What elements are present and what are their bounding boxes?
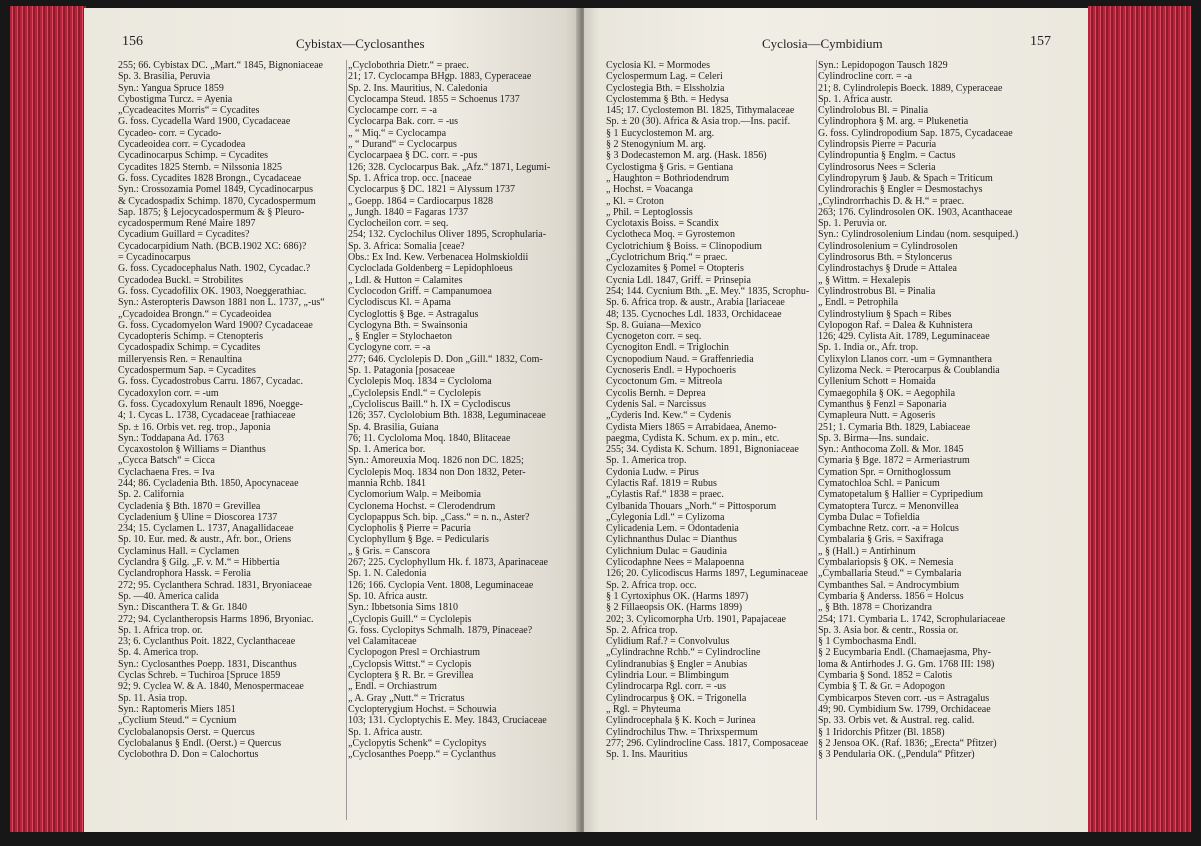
entry-line: Sp. 6. Africa trop. & austr., Arabia [lariaceae [606,297,785,309]
entry-line: Sp. 1. America trop. [606,455,687,467]
right-column-2 [818,60,1068,760]
entry-line: 126; 357. Cyclolobium Bth. 1838, Leguminaceae [348,410,546,422]
entry-line: milleryensis Ren. = Renaultina [118,353,242,365]
entry-line: 103; 131. Cycloptychis E. Mey. 1843, Cruciaceae [348,715,547,727]
entry-line: loma & Antirhodes J. G. Gm. 1768 III: 198) [818,658,995,670]
entry-line: Sp. 1. Africa trop. occ. [naceae [348,172,472,184]
entry-line: Cycadopteris Schimp. = Ctenopteris [118,331,264,343]
entry-line: Cyclocarpus § DC. 1821 = Alyssum 1737 [348,184,516,196]
entry-line: Cymation Spr. = Ornithoglossum [818,466,951,478]
entry-line: Sp. 3. Asia bor. & centr., Rossia or. [818,624,959,636]
entry-line: Cycadocarpidium Nath. (BCB.1902 XC: 686)? [118,240,307,252]
entry-line: „Cyclolepsis Endl.“ = Cyclolepis [348,387,481,399]
entry-line: Cyclogyna Bth. = Swainsonia [348,319,468,331]
entry-line: Cycnogiton Endl. = Triglochin [606,342,729,354]
entry-line: „ Phil. = Leptoglossis [606,206,693,218]
entry-line: Cyclobalanus § Endl. (Oerst.) = Quercus [118,737,282,749]
entry-line: „Cycca Batsch“ = Cicca [118,455,215,467]
entry-line: mannia Rchb. 1841 [348,477,427,489]
entry-line: Sp. 4. Brasilia, Guiana [348,421,439,433]
entry-line: G. foss. Cycadocephalus Nath. 1902, Cycadac.? [118,263,311,275]
right-column-1 [606,60,830,760]
entry-line: Cycadeo- corr. = Cycado- [118,127,222,139]
entry-line: Cylindrocarpa Rgl. corr. = -us [606,681,727,693]
entry-line: Syn.: Cylindrosolenium Lindau (nom. sesquiped.) [818,229,1019,241]
entry-line: Cylindrosorus Bth. = Styloncerus [818,252,952,264]
entry-line: Cydonia Ludw. = Pirus [606,466,699,478]
entry-line: Cycaxostolon § Williams = Dianthus [118,444,266,456]
entry-line: Cycnogeton corr. = seq. [606,331,702,343]
entry-line: 254; 171. Cymbaria L. 1742, Scrophulariaceae [818,613,1006,625]
entry-line: G. foss. Cycadofilix OK. 1903, Noeggerathiac. [118,285,307,297]
entry-line: Sp. 2. Africa trop. [606,624,678,636]
entry-line: § 2 Fillaeopsis OK. (Harms 1899) [606,602,743,614]
entry-line: 126; 328. Cyclocarpus Bak. „Afz.“ 1871, Legumi- [348,161,551,173]
entry-line: Sap. 1875; § Lejocycadospermum & § Pleuro- [118,206,305,218]
entry-line: G. foss. Cylindropodium Sap. 1875, Cycadaceae [818,127,1013,139]
entry-line: „ § (Hall.) = Antirhinum [818,545,916,557]
entry-line: Cymaegophila § OK. = Aegophila [818,387,956,399]
entry-line: Sp. 4. America trop. [118,647,199,659]
entry-line: „Cycadoidea Brongn.“ = Cycadeoidea [118,308,272,320]
entry-line: „ A. Gray „Nutt.“ = Tricratus [348,692,465,704]
entry-line: Cylindrosorus Nees = Scleria [818,161,936,173]
entry-line: Cycnopodium Naud. = Graffenriedia [606,353,754,365]
entry-line: Cyclandra § Gilg. „F. v. M.“ = Hibbertia [118,557,280,569]
entry-line: „Cyclosanthes Poepp.“ = Cyclanthus [348,749,496,761]
entry-line: Sp. 2. Africa trop. occ. [606,579,697,591]
entry-line: Cyclopterygium Hochst. = Schouwia [348,703,497,715]
entry-line: 145; 17. Cyclostemon Bl. 1825, Tithymalaceae [606,105,795,117]
entry-line: 126; 166. Cyclopia Vent. 1808, Leguminaceae [348,579,534,591]
entry-line: Cylindrocarpus § OK. = Trigonella [606,692,747,704]
entry-line: Cyclosia Kl. = Mormodes [606,60,710,71]
entry-line: Sp. 8. Guiana—Mexico [606,319,701,331]
entry-line: = Cycadinocarpus [118,252,191,264]
entry-line: „ Rgl. = Phyteuma [606,703,681,715]
entry-line: Cylindropyrum § Jaub. & Spach = Triticum [818,172,993,184]
right-page-header: Cyclosia—Cymbidium [762,36,883,51]
entry-line: vel Calamitaceae [348,636,417,648]
entry-line: Sp. 1. Africa austr. [818,93,893,105]
entry-line: „ § Engler = Stylochaeton [348,331,452,343]
entry-line: Cyclopappus Sch. bip. „Cass.“ = n. n., Aster? [348,511,530,523]
entry-line: Cyclobalanopsis Oerst. = Quercus [118,726,255,738]
entry-line: Cymbalaria § Gris. = Saxifraga [818,534,944,546]
entry-line: „ “ Miq.“ = Cyclocampa [348,127,447,139]
entry-line: G. foss. Cycadostrobus Carru. 1867, Cycadac. [118,376,303,388]
entry-line: § 1 Eucyclostemon M. arg. [606,127,715,139]
entry-line: Syn.: Toddapana Ad. 1763 [118,432,225,444]
entry-line: Sp. ± 20 (30). Africa & Asia trop.—Ins. pacif. [606,116,791,128]
entry-line: Cyclostegia Bth. = Elssholzia [606,82,725,94]
entry-line: Sp. 1. Africa austr. [348,726,423,738]
entry-line: 277; 296. Cylindrocline Cass. 1817, Composaceae [606,737,809,749]
entry-line: Cycadites 1825 Sternb. = Nilssonia 1825 [118,161,282,173]
entry-line: § 1 Cymbochasma Endl. [818,636,917,648]
entry-line: G. foss. Cycadella Ward 1900, Cycadaceae [118,116,291,128]
entry-line: Cycadospermum Sap. = Cycadites [118,365,256,377]
entry-line: Cylichnanthus Dulac = Dianthus [606,534,737,546]
entry-line: Cylindrochilus Thw. = Thrixspermum [606,726,758,738]
entry-line: Syn.: Yangua Spruce 1859 [118,82,224,94]
entry-line: „ Hochst. = Voacanga [606,184,693,196]
entry-line: Cyclozamites § Pomel = Otopteris [606,263,744,275]
left-column-2 [348,60,574,760]
entry-line: Cylindropsis Pierre = Pacuria [818,139,937,151]
entry-line: Cymanthus § Fenzl = Saponaria [818,398,947,410]
entry-line: „Cylegonia Ldl.“ = Cylizoma [606,511,725,523]
entry-line: Cylindrocephala § K. Koch = Jurinea [606,715,756,727]
entry-line: 126; 429. Cylista Ait. 1789, Leguminaceae [818,331,990,343]
entry-line: Cyclocampe corr. = -a [348,105,437,117]
entry-line: § 1 Iridorchis Pfitzer (Bl. 1858) [818,726,945,738]
entry-line: „ § Wittm. = Hexalepis [818,274,911,286]
entry-line: Cylactis Raf. 1819 = Rubus [606,477,717,489]
entry-line: Cycoctonum Gm. = Mitreola [606,376,723,388]
entry-line: Cyclotheca Moq. = Gyrostemon [606,229,735,241]
entry-line: Cyclocampa Steud. 1855 = Schoenus 1737 [348,93,520,105]
entry-line: Cycladenium § Uline = Dioscorea 1737 [118,511,278,523]
entry-line: G. foss. Cycadites 1828 Brongn., Cycadaceae [118,172,302,184]
entry-line: Cylindrosolenium = Cylindrosolen [818,240,958,252]
entry-line: Cyclospermum Lag. = Celeri [606,71,723,83]
entry-line: „Cyclopytis Schenk“ = Cyclopitys [348,737,487,749]
entry-line: 126; 20. Cylicodiscus Harms 1897, Leguminaceae [606,568,808,580]
entry-line: Sp. 3. Africa: Somalia [ceae? [348,240,465,252]
entry-line: Cyclaminus Hall. = Cyclamen [118,545,240,557]
entry-line: Cybostigma Turcz. = Ayenia [118,93,233,105]
entry-line: 21; 8. Cylindrolepis Boeck. 1889, Cyperaceae [818,82,1003,94]
entry-line: 251; 1. Cymaria Bth. 1829, Labiaceae [818,421,971,433]
entry-line: Syn.: Anthocoma Zoll. & Mor. 1845 [818,444,964,456]
entry-line: Cycadoxylon corr. = -um [118,387,219,399]
entry-line: „Cycadeacites Morris“ = Cycadites [118,105,260,117]
entry-line: Cyclodiscus Kl. = Apama [348,297,451,309]
entry-line: paegma, Cydista K. Schum. ex p. min., etc. [606,432,780,444]
entry-line: „Cylastis Raf.“ 1838 = praec. [606,489,724,501]
entry-line: Sp. 11. Asia trop. [118,692,188,704]
entry-line: Syn.: Raptomeris Miers 1851 [118,703,236,715]
entry-line: Cylindranubias § Engler = Anubias [606,658,748,670]
entry-line: Cylixylon Llanos corr. -um = Gymnanthera [818,353,992,365]
entry-line: Cymbaria § Anderss. 1856 = Holcus [818,590,964,602]
entry-line: & Cycadospadix Schimp. 1870, Cycadospermum [118,195,316,207]
entry-line: Syn.: Amoreuxia Moq. 1826 non DC. 1825; [348,455,524,467]
entry-line: Sp. 1. India or., Afr. trop. [818,342,919,354]
entry-line: G. foss. Cycadomyelon Ward 1900? Cycadaceae [118,319,313,331]
entry-line: Cylindropuntia § Englm. = Cactus [818,150,956,162]
entry-line: Cyclogyne corr. = -a [348,342,431,354]
entry-line: Cymapleura Nutt. = Agoseris [818,410,936,422]
entry-line: „ Endl. = Petrophila [818,297,899,309]
entry-line: „ Endl. = Orchiastrum [348,681,437,693]
entry-line: „ Kl. = Croton [606,195,664,207]
entry-line: Cylopogon Raf. = Dalea & Kuhnistera [818,319,973,331]
entry-line: Sp. ± 16. Orbis vet. reg. trop., Japonia [118,421,271,433]
entry-line: Cyclolepis Moq. 1834 non Don 1832, Peter- [348,466,526,478]
entry-line: Syn.: Asteropteris Dawson 1881 non L. 1737, „-us“ [118,297,325,309]
entry-line: 48; 135. Cycnoches Ldl. 1833, Orchidaceae [606,308,782,320]
entry-line: Syn.: Discanthera T. & Gr. 1840 [118,602,248,614]
entry-line: Sp. 2. California [118,489,185,501]
entry-line: Cydista Miers 1865 = Arrabidaea, Anemo- [606,421,777,433]
entry-line: 272; 94. Cyclantheropsis Harms 1896, Bryoniac. [118,613,314,625]
entry-line: Cylindrophora § M. arg. = Plukenetia [818,116,969,128]
entry-line: Cyclachaena Fres. = Iva [118,466,215,478]
entry-line: 21; 17. Cyclocampa BHgp. 1883, Cyperaceae [348,71,532,83]
page-edges-left [10,6,86,832]
entry-line: § 2 Stenogynium M. arg. [606,139,706,151]
entry-line: Cylichnium Dulac = Gaudinia [606,545,727,557]
entry-line: „ § Gris. = Canscora [348,545,431,557]
entry-line: Sp. 10. Africa austr. [348,590,428,602]
entry-line: „ Goepp. 1864 = Cardiocarpus 1828 [348,195,494,207]
entry-line: „ § Bth. 1878 = Chorizandra [818,602,932,614]
entry-line: Cyclonema Hochst. = Clerodendrum [348,500,496,512]
entry-line: Cymatoptera Turcz. = Menonvillea [818,500,959,512]
entry-line: 23; 6. Cyclanthus Poit. 1822, Cyclanthaceae [118,636,296,648]
left-page-number: 156 [122,34,143,49]
entry-line: Cymaria § Bge. 1872 = Armeriastrum [818,455,970,467]
entry-line: Sp. 1. Ins. Mauritius [606,749,688,761]
entry-line: Cylidium Raf.? = Convolvulus [606,636,730,648]
entry-line: Cymatopetalum § Hallier = Cypripedium [818,489,984,501]
entry-line: „Cyclopsis Wittst.“ = Cyclopis [348,658,472,670]
entry-line: Cyclopogon Presl = Orchiastrum [348,647,481,659]
entry-line: Sp. 3. Birma—Ins. sundaic. [818,432,929,444]
entry-line: 49; 90. Cymbidium Sw. 1799, Orchidaceae [818,703,991,715]
entry-line: Cylindrorachis § Engler = Desmostachys [818,184,983,196]
entry-line: Cyclophyllum § Bge. = Pedicularis [348,534,489,546]
entry-line: 254; 132. Cyclochilus Oliver 1895, Scrophularia- [348,229,547,241]
entry-line: „Cymballaria Steud.“ = Cymbalaria [818,568,962,580]
entry-line: Obs.: Ex Ind. Kew. Verbenacea Holmskioldii [348,252,529,264]
entry-line: Cylizoma Neck. = Pterocarpus & Coublandia [818,365,1000,377]
entry-line: 255; 66. Cybistax DC. „Mart.“ 1845, Bignoniaceae [118,60,323,71]
entry-line: Cymbalariopsis § OK. = Nemesia [818,557,954,569]
entry-line: Cyclandrophora Hassk. = Ferolia [118,568,251,580]
entry-line: 92; 9. Cyclea W. & A. 1840, Menospermaceae [118,681,304,693]
entry-line: 255; 34. Cydista K. Schum. 1891, Bignoniaceae [606,444,799,456]
entry-line: „Cylindrachne Rchb.“ = Cylindrocline [606,647,761,659]
entry-line: 244; 86. Cycladenia Bth. 1850, Apocynaceae [118,477,299,489]
entry-line: Cycadium Guillard = Cycadites? [118,229,250,241]
entry-line: Cyclomorium Walp. = Meibomia [348,489,481,501]
entry-line: Cycadeoidea corr. = Cycadodea [118,139,246,151]
entry-line: § 3 Dodecastemon M. arg. (Hask. 1856) [606,150,767,162]
entry-line: Cymba Dulac = Tofieldia [818,511,920,523]
entry-line: „Cyderis Ind. Kew.“ = Cydenis [606,410,731,422]
entry-line: Sp. 1. N. Caledonia [348,568,427,580]
entry-line: G. foss. Cyclopitys Schmalh. 1879, Pinaceae? [348,624,533,636]
entry-line: Cylindrolobus Bl. = Pinalia [818,105,929,117]
entry-line: Cylicodaphne Nees = Malapoenna [606,557,745,569]
entry-line: Sp. —40. America calida [118,590,219,602]
entry-line: 4; 1. Cycas L. 1738, Cycadaceae [rathiaceae [118,410,296,422]
entry-line: 254; 144. Cycnium Bth. „E. Mey.“ 1835, Scrophu- [606,285,810,297]
entry-line: Cyclocodon Griff. = Campanumoea [348,285,492,297]
page-edges-right [1088,6,1191,832]
entry-line: Cycadinocarpus Schimp. = Cycadites [118,150,269,162]
entry-line: Cyclostemma § Bth. = Hedysa [606,93,729,105]
entry-line: § 2 Eucymbaria Endl. (Chamaejasma, Phy- [818,647,992,659]
entry-line: Cyclocheilon corr. = seq. [348,218,449,230]
entry-line: Cycolis Bernh. = Deprea [606,387,706,399]
entry-line: Cycnia Ldl. 1847, Griff. = Prinsepia [606,274,751,286]
entry-line: Cycnoseris Endl. = Hypochoeris [606,365,737,377]
entry-line: 263; 176. Cylindrosolen OK. 1903, Acanthaceae [818,206,1013,218]
entry-line: § 2 Jensoa OK. (Raf. 1836; „Erecta“ Pfitzer) [818,737,997,749]
entry-line: „Cyclobothria Dietr.“ = praec. [348,60,469,71]
entry-line: Cylindria Lour. = Blimbingum [606,670,729,682]
entry-line: Sp. 2. Ins. Mauritius, N. Caledonia [348,82,488,94]
entry-line: „ “ Durand“ = Cyclocarpus [348,139,457,151]
entry-line: 277; 646. Cyclolepis D. Don „Gill.“ 1832, Com- [348,353,543,365]
left-column-1 [118,60,350,760]
entry-line: „Cyclopis Guill.“ = Cyclolepis [348,613,472,625]
left-page-header: Cybistax—Cyclosanthes [296,36,425,51]
entry-line: Sp. 1. Peruvia or. [818,218,887,230]
entry-line: Cylindrostylium § Spach = Ribes [818,308,952,320]
entry-line: „Cyclium Steud.“ = Cycnium [118,715,237,727]
entry-line: Sp. 1. Africa trop. or. [118,624,203,636]
entry-line: Cycloclada Goldenberg = Lepidophloeus [348,263,513,275]
entry-line: Sp. 3. Brasilia, Peruvia [118,71,211,83]
entry-line: Cycadospadix Schimp. = Cycadites [118,342,261,354]
entry-line: § 1 Cyrtoxiphus OK. (Harms 1897) [606,590,749,602]
entry-line: Cymbanthes Sal. = Androcymbium [818,579,960,591]
entry-line: Cycloptera § R. Br. = Grevillea [348,670,474,682]
entry-line: Syn.: Lepidopogon Tausch 1829 [818,60,948,71]
entry-line: Cyclotrichium § Boiss. = Clinopodium [606,240,762,252]
entry-line: Cycladenia § Bth. 1870 = Grevillea [118,500,261,512]
entry-line: „Cyclotrichum Briq.“ = praec. [606,252,728,264]
entry-line: cycadospermum René Maire 1897 [118,218,256,230]
entry-line: Cyclopholis § Pierre = Pacuria [348,523,471,535]
entry-line: „Cycloliscus Baill.“ h. IX = Cyclodiscus [348,398,511,410]
entry-line: Cymbia § T. & Gr. = Adopogon [818,681,945,693]
entry-line: Cycadodea Buckl. = Strobilites [118,274,244,286]
entry-line: Syn.: Crossozamia Pomel 1849, Cycadinocarpus [118,184,313,196]
entry-line: 267; 225. Cyclophyllum Hk. f. 1873, Aparinaceae [348,557,548,569]
entry-line: Cyclobothra D. Don = Calochortus [118,749,259,761]
entry-line: Syn.: Cyclosanthes Poepp. 1831, Discanthus [118,658,297,670]
entry-line: Cydenis Sal. = Narcissus [606,398,707,410]
entry-line: Cylindrocline corr. = -a [818,71,912,83]
entry-line: Sp. 1. America bor. [348,444,426,456]
entry-line: Sp. 33. Orbis vet. & Austral. reg. calid. [818,715,975,727]
entry-line: 272; 95. Cyclanthera Schrad. 1831, Bryoniaceae [118,579,312,591]
entry-line: Cyclolepis Moq. 1834 = Cycloloma [348,376,492,388]
entry-line: „ Ldl. & Hutton = Calamites [348,274,463,286]
entry-line: Cymbaria § Sond. 1852 = Calotis [818,670,952,682]
column-rule [816,60,817,820]
entry-line: § 3 Pendularia OK. („Pendula“ Pfitzer) [818,749,975,761]
entry-line: Cycloglottis § Bge. = Astragalus [348,308,479,320]
entry-line: Cyclas Schreb. = Tuchiroa [Spruce 1859 [118,670,281,682]
entry-line: Cylbanida Thouars „Norh.“ = Pittosporum [606,500,777,512]
entry-line: „ Jungh. 1840 = Fagaras 1737 [348,206,469,218]
entry-line: Cylindrostrobus Bl. = Pinalia [818,285,936,297]
entry-line: Syn.: Ibbetsonia Sims 1810 [348,602,459,614]
entry-line: 202; 3. Cylicomorpha Urb. 1901, Papajaceae [606,613,786,625]
entry-line: Cylicadenia Lem. = Odontadenia [606,523,739,535]
entry-line: Cyllenium Schott = Homaida [818,376,936,388]
entry-line: Sp. 10. Eur. med. & austr., Afr. bor., Oriens [118,534,292,546]
right-page-number: 157 [1030,34,1051,49]
entry-line: Cyclocarpaea § DC. corr. = -pus [348,150,478,162]
entry-line: Cyclocarpa Bak. corr. = -us [348,116,459,128]
entry-line: 76; 11. Cycloloma Moq. 1840, Blitaceae [348,432,511,444]
entry-line: „Cylindrorrhachis D. & H.“ = praec. [818,195,965,207]
entry-line: Cymbicarpos Steven corr. -us = Astragalus [818,692,990,704]
column-rule [346,60,347,820]
entry-line: Sp. 1. Patagonia [posaceae [348,365,455,377]
left-page [84,8,580,832]
entry-line: G. foss. Cycadoxylum Renault 1896, Noegge- [118,398,303,410]
right-page [584,8,1088,832]
entry-line: 234; 15. Cyclamen L. 1737, Anagallidaceae [118,523,294,535]
entry-line: Cymatochloa Schl. = Panicum [818,477,940,489]
entry-line: Cylindrostachys § Drude = Attalea [818,263,957,275]
entry-line: „ Haughton = Bothriodendrum [606,172,730,184]
entry-line: Cyclotaxis Boiss. = Scandix [606,218,719,230]
entry-line: Cymbachne Retz. corr. -a = Holcus [818,523,959,535]
entry-line: Cyclostigma § Gris. = Gentiana [606,161,734,173]
